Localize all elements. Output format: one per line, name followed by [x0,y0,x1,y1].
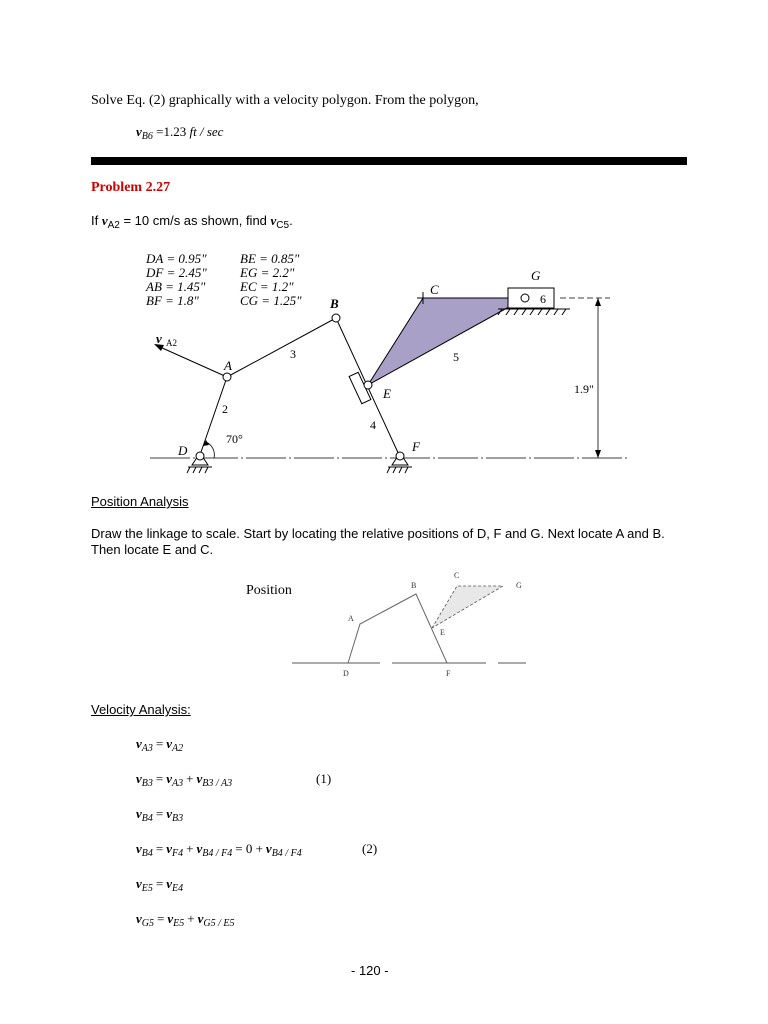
label-angle: 70° [226,432,243,446]
position-sketch [240,568,540,683]
label-f: F [412,439,420,454]
result-equation: $v_{B6} =1.23$ ft / sec [136,124,224,142]
dim-cg: CG = 1.25" [240,293,302,308]
joint-e [364,381,372,389]
link2 [200,377,227,455]
label-link4: 4 [370,418,376,432]
position-analysis-text: Draw the linkage to scale. Start by locating the relative positions of D, F and G. Next locate A and B. Then locate E and C. [91,526,665,557]
problem-title: Problem 2.27 [91,180,171,195]
sketch-label-g: G [516,581,522,590]
label-va2: v [156,331,162,346]
equation-tag: (1) [316,771,332,786]
label-e: E [383,386,391,401]
velocity-equation: $v_{E5} = v_{E4}$ [136,876,184,894]
velocity-equation: $v_{B4} = v_{F4} + v_{B4 / F4} = 0 + v_{B4 / F4}$ [136,841,302,859]
label-g: G [531,268,541,283]
position-analysis-heading: Position Analysis [91,494,189,509]
label-link6: 6 [540,292,546,306]
sketch-title: Position [246,583,292,598]
joint-a [223,373,231,381]
equation-tag: (2) [362,841,378,856]
link5-triangle [368,298,525,385]
label-d: D [178,443,188,458]
va2-arrow [160,347,227,377]
label-link2: 2 [222,402,228,416]
velocity-equation: $v_{A3} = v_{A2}$ [136,736,184,754]
sketch-label-e: E [440,628,445,637]
dim-be: BE = 0.85" [240,251,300,266]
dim-ab: AB = 1.45" [146,279,206,294]
label-link5: 5 [453,350,459,364]
label-height: 1.9" [574,382,594,396]
velocity-equation: $v_{G5} = v_{E5} + v_{G5 / E5}$ [136,911,235,929]
sketch-label-f: F [446,669,451,678]
label-b: B [330,296,339,311]
dim-bf: BF = 1.8" [146,293,199,308]
velocity-analysis-heading: Velocity Analysis: [91,702,191,717]
intro-text: Solve Eq. (2) graphically with a velocity polygon. From the polygon, [91,93,479,108]
dim-da: DA = 0.95" [146,251,207,266]
sketch-label-a: A [348,614,354,623]
label-a: A [224,358,232,373]
velocity-equation: $v_{B3} = v_{A3} + v_{B3 / A3}$ [136,771,233,789]
dim-eg: EG = 2.2" [240,265,295,280]
dim-df: DF = 2.45" [146,265,207,280]
dimensions-left [145,251,207,308]
section-divider [91,157,687,165]
label-va2-sub: A2 [166,338,177,348]
sketch-label-c: C [454,571,460,580]
dimensions-right [239,251,302,308]
mechanism-figure [140,245,640,485]
link3 [227,318,336,377]
sketch-label-b: B [411,581,417,590]
ground-pivot-f [387,452,412,473]
problem-statement: If $v_{A2} = 10$ cm/s as shown, find $v_{C5}$. [91,213,293,231]
label-c: C [430,282,439,297]
ground-pivot-d [187,452,212,473]
sketch-label-d: D [343,669,349,678]
sketch-linkage [348,594,447,663]
joint-b [332,314,340,322]
sketch-link5 [432,586,503,628]
velocity-equation: $v_{B4} = v_{B3}$ [136,806,184,824]
dim-ec: EC = 1.2" [240,279,294,294]
height-dimension [560,298,610,458]
label-link3: 3 [290,347,296,361]
page-number: - 120 - [351,963,389,978]
slider-g [498,288,570,315]
